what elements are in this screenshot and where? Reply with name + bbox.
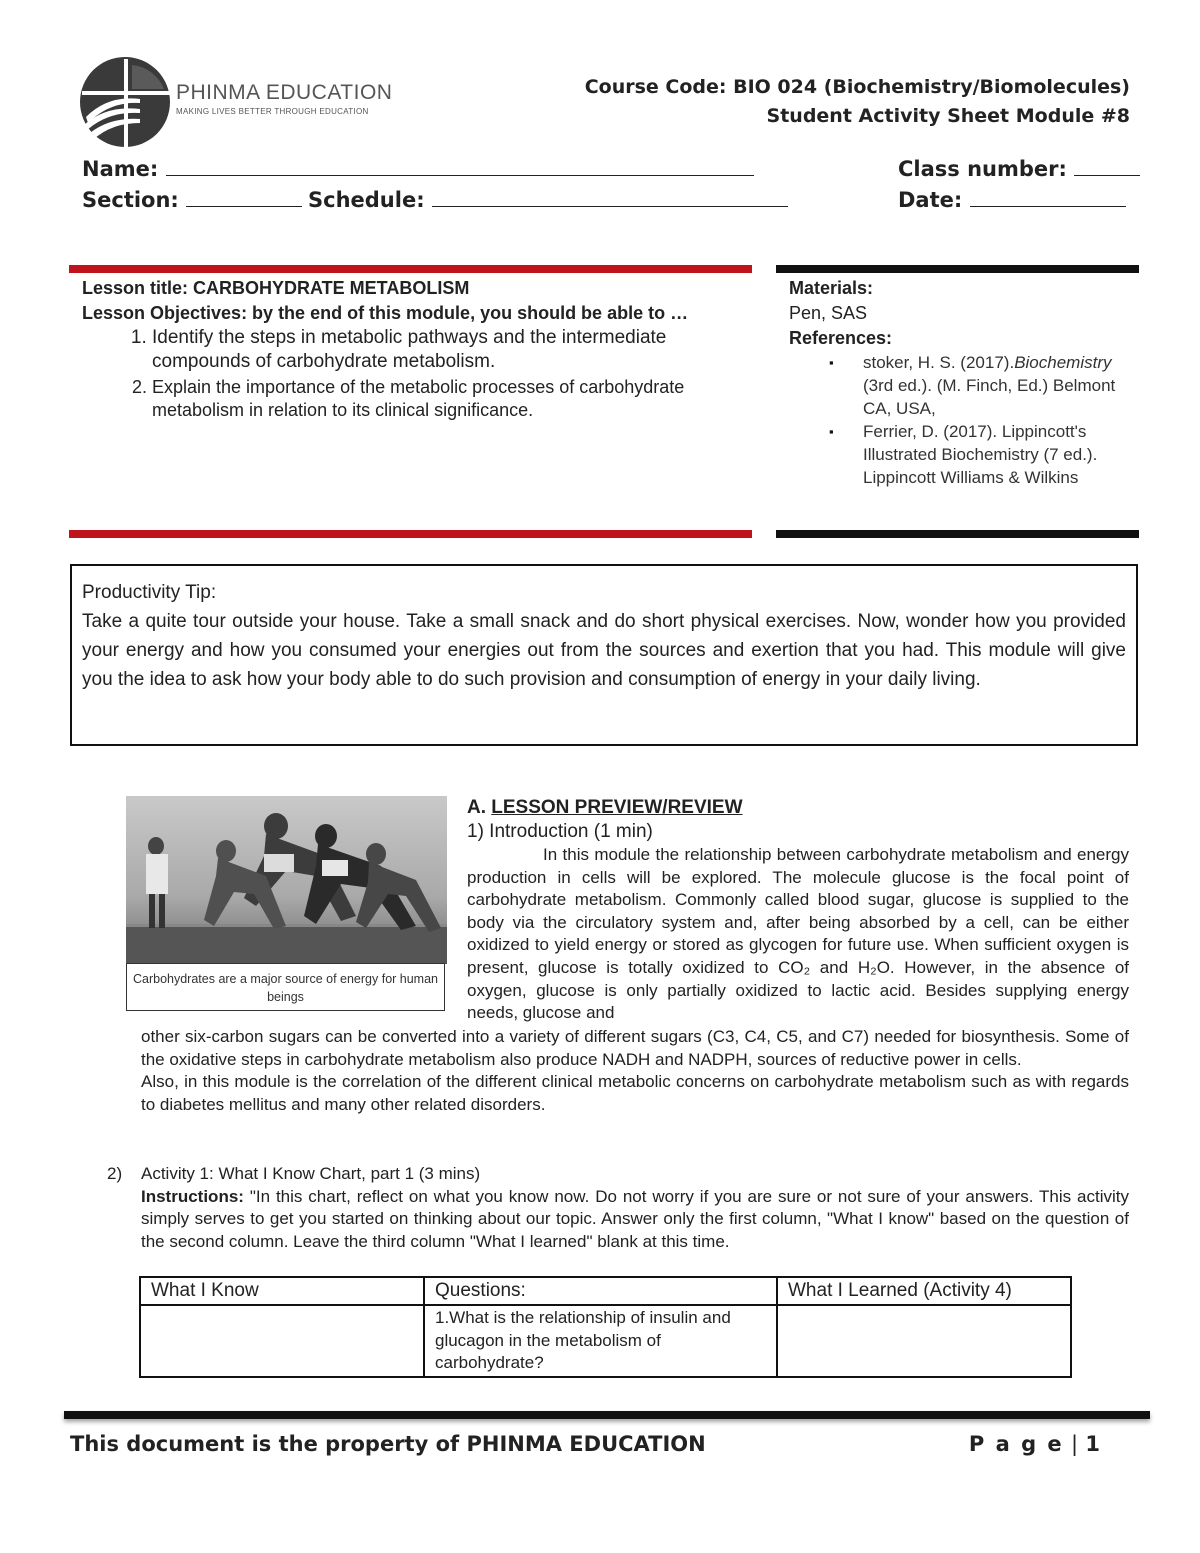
course-code: Course Code: BIO 024 (Biochemistry/Biomolecules) [584, 76, 1130, 98]
phinma-logo [78, 55, 393, 150]
lesson-bottom-bar [69, 530, 752, 538]
name-blank[interactable] [166, 155, 754, 176]
date-label: Date: [898, 188, 963, 212]
lesson-preview-section [467, 796, 1129, 1025]
table-row [140, 1305, 1071, 1377]
references-label: References: [789, 328, 893, 348]
intro-paragraph-continued [141, 1026, 1129, 1116]
page-number: P a g e | 1 [968, 1432, 1100, 1456]
schedule-field[interactable] [308, 186, 788, 212]
lesson-title: Lesson title: CARBOHYDRATE METABOLISM [82, 278, 470, 298]
introduction-label: 1) Introduction (1 min) [467, 821, 653, 842]
activity-title: Activity 1: What I Know Chart, part 1 (3 mins) [141, 1164, 481, 1183]
materials-top-bar [776, 265, 1139, 273]
materials-bottom-bar [776, 530, 1139, 538]
reference-item: ▪ Ferrier, D. (2017). Lippincott's Illustrated Biochemistry (7 ed.). Lippincott Williams & Wilkins [863, 420, 1139, 489]
section-blank[interactable] [186, 186, 302, 207]
tip-label: Productivity Tip: [82, 582, 217, 603]
lesson-objectives-label: Lesson Objectives: by the end of this module, you should be able to … [82, 303, 689, 323]
question-cell: 1.What is the relationship of insulin and glucagon in the metabolism of carbohydrate? [424, 1305, 777, 1377]
activity-number: 2) [107, 1164, 123, 1183]
objective-item: 1. Identify the steps in metabolic pathways and the intermediate compounds of carbohydrate metabolism. [152, 326, 747, 374]
materials-block [789, 276, 1139, 489]
footer-bar [64, 1411, 1150, 1419]
intro-paragraph-rest: other six-carbon sugars can be converted into a variety of different sugars (C3, C4, C5, and C7) needed for biosynthesis. Some of the oxidative steps in carbohydrate metabolism also produce NADH and NADPH, sources of reductive power in cells. [141, 1027, 1129, 1069]
column-header-questions: Questions: [424, 1277, 777, 1305]
activity-instructions: Instructions: "In this chart, reflect on what you know now. Do not worry if you are sure or not sure of your answers. This activity simply serves to get you started on thinking about our topic. Answer only the first column, "What I know" based on the question of the second column. Leave the third column "What I learned" blank at this time. [141, 1186, 1129, 1251]
date-blank[interactable] [970, 186, 1126, 207]
what-i-know-chart [139, 1276, 1072, 1378]
photo-caption: Carbohydrates are a major source of energy for human beings [126, 963, 445, 1011]
sprinters-photo [126, 796, 447, 964]
materials-label: Materials: [789, 278, 874, 298]
section-a-heading: A. LESSON PREVIEW/REVIEW [467, 797, 743, 818]
objective-item: 2. Explain the importance of the metabolic processes of carbohydrate metabolism in relation to its clinical significance. [152, 376, 747, 422]
name-field[interactable] [82, 155, 754, 181]
schedule-label: Schedule: [308, 188, 425, 212]
lesson-block [82, 276, 747, 424]
objectives-list [82, 326, 747, 422]
name-label: Name: [82, 157, 159, 181]
intro-paragraph: In this module the relationship between carbohydrate metabolism and energy production in cells will be explored. The molecule glucose is the focal point of carbohydrate metabolism. Commonly called blood sugar, glucose is supplied to the body via the circulatory system and, after being absorbed by a cell, can be either oxidized to yield energy or stored as glycogen for future use. When sufficient oxygen is present, glucose is totally oxidized to CO₂ and H₂O. However, in the absence of oxygen, glucose is only partially oxidized to lactic acid. Besides supplying energy needs, glucose and [467, 845, 1129, 1023]
phinma-emblem-icon [78, 55, 174, 150]
course-header [585, 73, 1130, 131]
footer [70, 1432, 1100, 1456]
brand-tagline: MAKING LIVES BETTER THROUGH EDUCATION [176, 107, 369, 116]
column-header-what-i-know: What I Know [140, 1277, 424, 1305]
class-number-blank[interactable] [1074, 155, 1140, 176]
answer-cell-what-i-know[interactable] [140, 1305, 424, 1377]
answer-cell-what-i-learned[interactable] [777, 1305, 1071, 1377]
footer-property-text: This document is the property of PHINMA EDUCATION [70, 1432, 706, 1456]
schedule-blank[interactable] [432, 186, 788, 207]
productivity-tip-box [70, 564, 1138, 746]
brand-name: PHINMA EDUCATION [176, 81, 393, 104]
activity-block [107, 1163, 1129, 1253]
references-list [789, 351, 1139, 489]
column-header-what-i-learned: What I Learned (Activity 4) [777, 1277, 1071, 1305]
date-field[interactable] [898, 186, 1126, 212]
section-label: Section: [82, 188, 179, 212]
lesson-top-bar [69, 265, 752, 273]
tip-text: Take a quite tour outside your house. Take a small snack and do short physical exercises. Now, wonder how you provided your energy and how you consumed your energies out from the sources and exertion that you had. This module will give you the idea to ask how your body able to do such provision and consumption of energy in your daily living. [82, 611, 1126, 690]
section-field[interactable] [82, 186, 302, 212]
class-number-field[interactable] [898, 155, 1140, 181]
reference-item: ▪ stoker, H. S. (2017).Biochemistry (3rd ed.). (M. Finch, Ed.) Belmont CA, USA, [863, 351, 1139, 420]
class-number-label: Class number: [898, 157, 1067, 181]
materials-value: Pen, SAS [789, 303, 868, 323]
module-title: Student Activity Sheet Module #8 [766, 105, 1130, 127]
also-paragraph: Also, in this module is the correlation of the different clinical metabolic concerns on carbohydrate metabolism such as with regards to diabetes mellitus and many other related disorders. [141, 1072, 1129, 1114]
